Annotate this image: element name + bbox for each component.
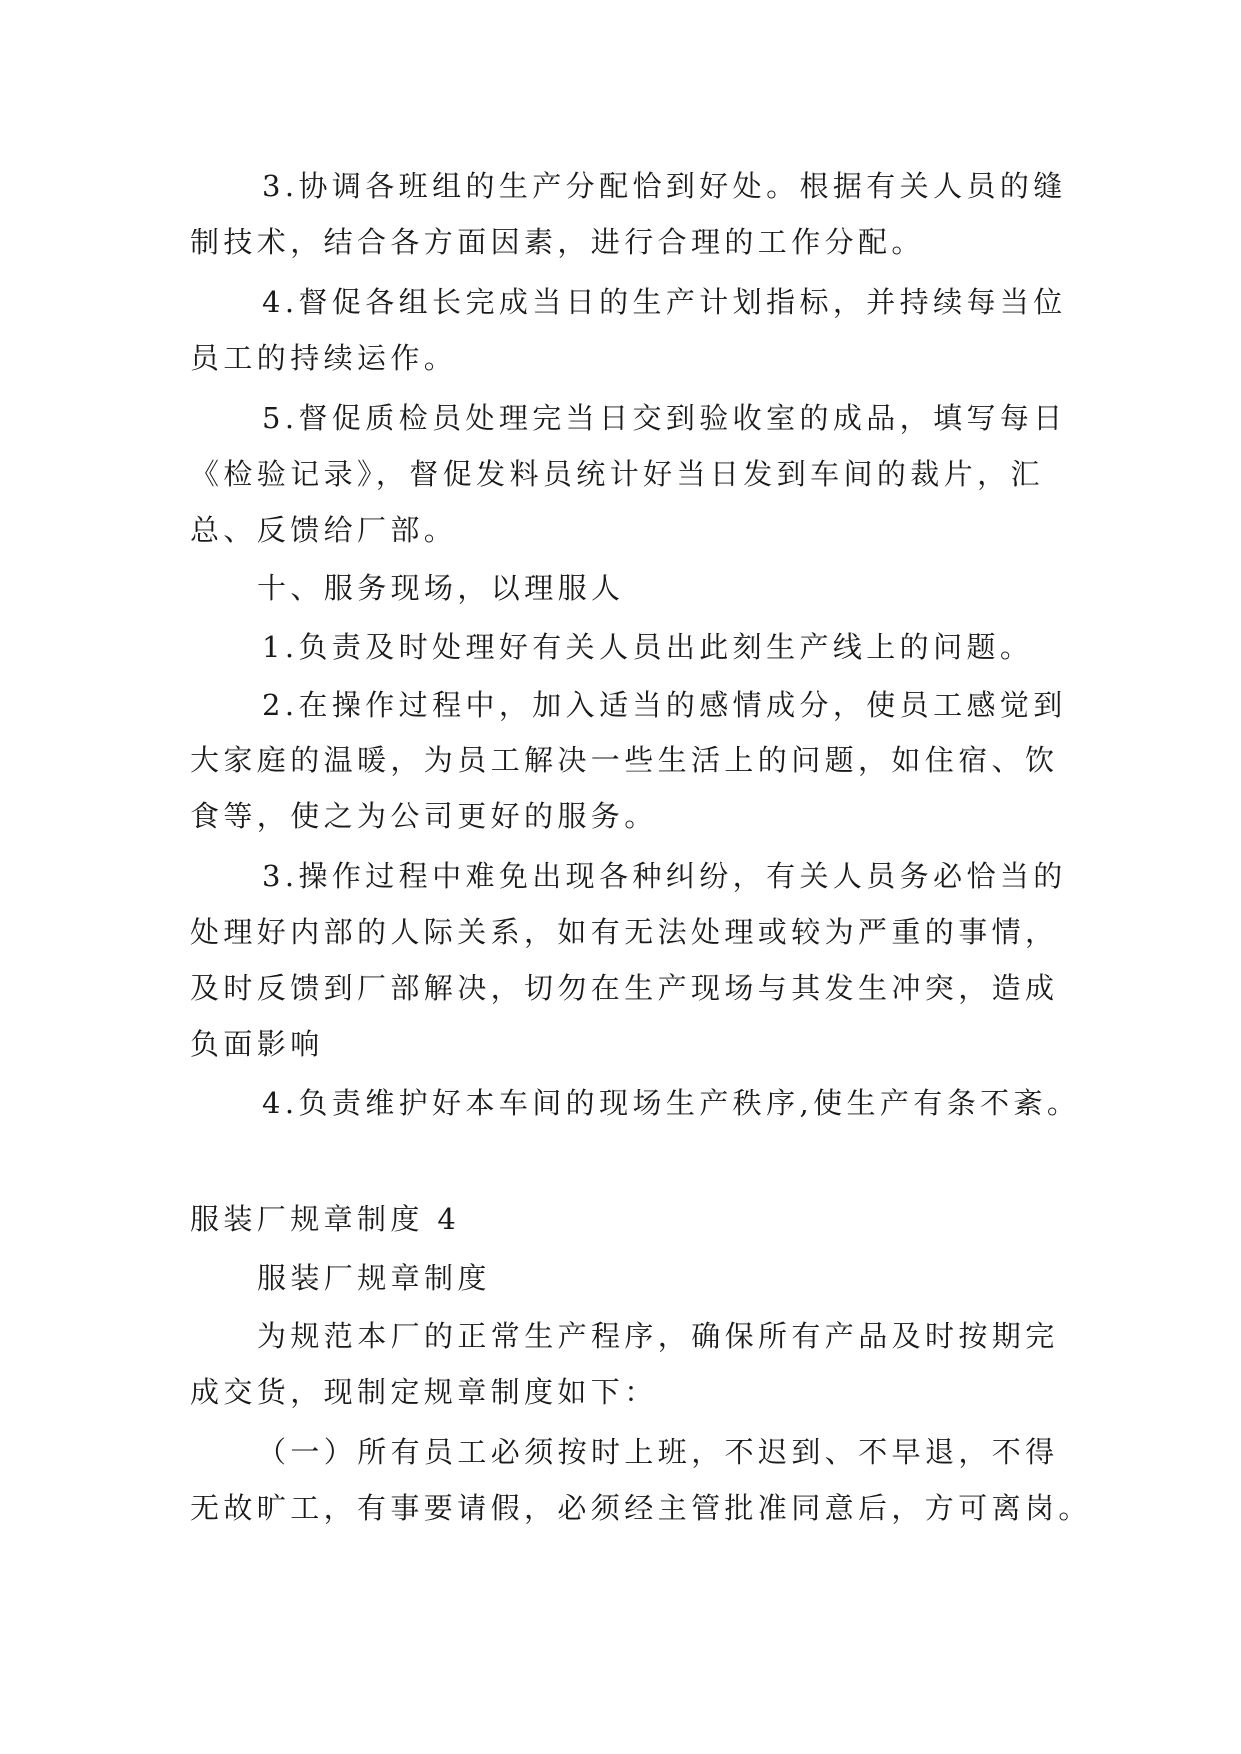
paragraph-item-5-line-3: 总、反馈给厂部。 xyxy=(190,513,458,547)
intro-line-1: 为规范本厂的正常生产程序，确保所有产品及时按期完 xyxy=(257,1319,1059,1353)
service-item-2-line-2: 大家庭的温暖，为员工解决一些生活上的问题，如住宿、饮 xyxy=(190,743,1059,777)
service-item-3-line-3: 及时反馈到厂部解决，切勿在生产现场与其发生冲突，造成 xyxy=(190,971,1059,1005)
rule-1-line-1: （一）所有员工必须按时上班，不迟到、不早退，不得 xyxy=(257,1435,1059,1469)
intro-line-2: 成交货，现制定规章制度如下： xyxy=(190,1375,658,1409)
paragraph-item-4-line-2: 员工的持续运作。 xyxy=(190,341,458,375)
service-item-3-line-1: 3.操作过程中难免出现各种纠纷，有关人员务必恰当的 xyxy=(262,859,1067,893)
service-item-2-line-3: 食等，使之为公司更好的服务。 xyxy=(190,799,658,833)
service-item-3-line-2: 处理好内部的人际关系，如有无法处理或较为严重的事情， xyxy=(190,915,1059,949)
paragraph-item-5-line-2: 《检验记录》，督促发料员统计好当日发到车间的裁片，汇 xyxy=(190,457,1044,491)
document-subtitle: 服装厂规章制度 xyxy=(257,1261,491,1295)
service-item-2-line-1: 2.在操作过程中，加入适当的感情成分，使员工感觉到 xyxy=(262,688,1067,722)
rule-1-line-2: 无故旷工，有事要请假，必须经主管批准同意后，方可离岗。 xyxy=(190,1491,1092,1525)
paragraph-item-3-line-1: 3.协调各班组的生产分配恰到好处。根据有关人员的缝 xyxy=(262,169,1067,203)
service-item-1: 1.负责及时处理好有关人员出此刻生产线上的问题。 xyxy=(262,630,1034,664)
paragraph-item-4-line-1: 4.督促各组长完成当日的生产计划指标，并持续每当位 xyxy=(262,285,1067,319)
document-title: 服装厂规章制度 4 xyxy=(190,1202,461,1236)
service-item-3-line-4: 负面影响 xyxy=(190,1027,324,1061)
service-item-4: 4.负责维护好本车间的现场生产秩序,使生产有条不紊。 xyxy=(262,1086,1081,1120)
paragraph-item-5-line-1: 5.督促质检员处理完当日交到验收室的成品，填写每日 xyxy=(262,401,1067,435)
section-heading-ten: 十、服务现场，以理服人 xyxy=(257,571,625,605)
paragraph-item-3-line-2: 制技术，结合各方面因素，进行合理的工作分配。 xyxy=(190,225,925,259)
